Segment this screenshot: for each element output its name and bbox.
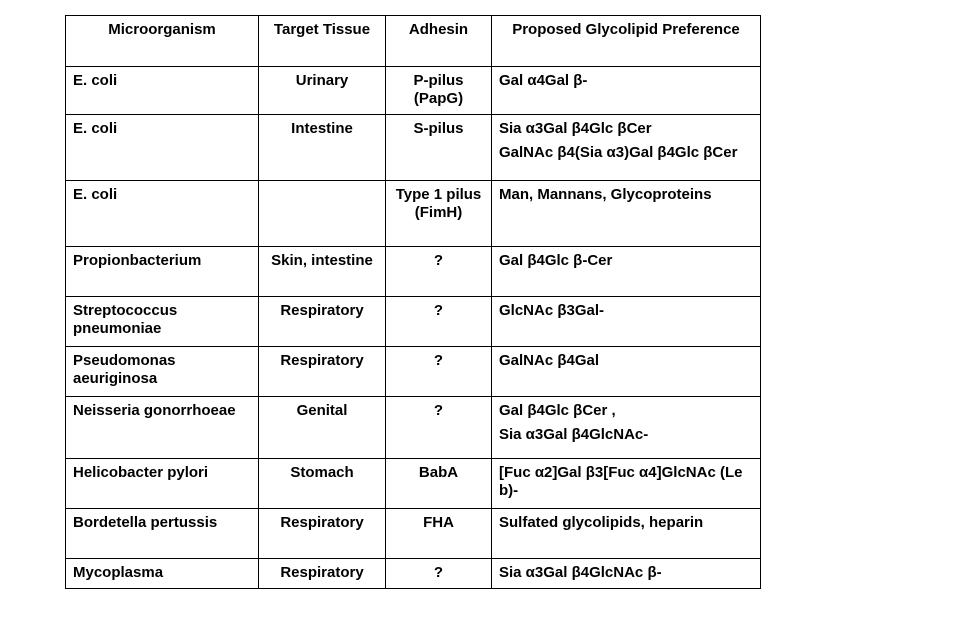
table-row xyxy=(66,67,761,115)
adhesin-cell: FHA xyxy=(386,509,492,559)
microorganism-cell: Streptococcus pneumoniae xyxy=(66,297,259,347)
header-row xyxy=(66,16,761,67)
glycolipid-line: [Fuc α2]Gal β3[Fuc α4]GlcNAc (Le b)- xyxy=(499,464,743,499)
table-row xyxy=(66,509,761,559)
table-row xyxy=(66,397,761,459)
header-adhesin: Adhesin xyxy=(386,16,492,67)
adhesin-table xyxy=(65,15,761,589)
adhesin-cell: ? xyxy=(386,397,492,459)
target-tissue-cell: Genital xyxy=(259,397,386,459)
microorganism-cell: Bordetella pertussis xyxy=(66,509,259,559)
target-tissue-cell: Respiratory xyxy=(259,297,386,347)
glycolipid-line: GalNAc β4(Sia α3)Gal β4Glc βCer xyxy=(499,144,738,161)
header-target-tissue: Target Tissue xyxy=(259,16,386,67)
adhesin-cell: BabA xyxy=(386,459,492,509)
target-tissue-cell: Intestine xyxy=(259,115,386,181)
table-row xyxy=(66,115,761,181)
adhesin-cell: ? xyxy=(386,347,492,397)
microorganism-cell: Propionbacterium xyxy=(66,247,259,297)
header-microorganism: Microorganism xyxy=(66,16,259,67)
glycolipid-line: Gal β4Glc β-Cer xyxy=(499,252,613,269)
glycolipid-cell xyxy=(492,115,761,181)
microorganism-cell: Neisseria gonorrhoeae xyxy=(66,397,259,459)
glycolipid-line: Sia α3Gal β4Glc βCer xyxy=(499,120,652,137)
glycolipid-line: Man, Mannans, Glycoproteins xyxy=(499,186,712,203)
microorganism-cell: Pseudomonas aeuriginosa xyxy=(66,347,259,397)
target-tissue-cell: Respiratory xyxy=(259,509,386,559)
glycolipid-cell xyxy=(492,181,761,247)
microorganism-cell: E. coli xyxy=(66,181,259,247)
adhesin-cell: ? xyxy=(386,247,492,297)
table-row xyxy=(66,247,761,297)
microorganism-cell: Helicobacter pylori xyxy=(66,459,259,509)
target-tissue-cell: Skin, intestine xyxy=(259,247,386,297)
table-row xyxy=(66,181,761,247)
glycolipid-cell xyxy=(492,397,761,459)
table-row xyxy=(66,297,761,347)
adhesin-cell: Type 1 pilus (FimH) xyxy=(386,181,492,247)
glycolipid-cell xyxy=(492,559,761,589)
microorganism-cell: E. coli xyxy=(66,115,259,181)
table-row xyxy=(66,459,761,509)
table-body xyxy=(66,67,761,589)
glycolipid-cell xyxy=(492,459,761,509)
glycolipid-line: Sia α3Gal β4GlcNAc β- xyxy=(499,564,662,581)
glycolipid-line: Gal α4Gal β- xyxy=(499,72,588,89)
adhesin-cell: ? xyxy=(386,559,492,589)
glycolipid-cell xyxy=(492,247,761,297)
microorganism-cell: Mycoplasma xyxy=(66,559,259,589)
glycolipid-line: GlcNAc β3Gal- xyxy=(499,302,605,319)
glycolipid-cell xyxy=(492,509,761,559)
glycolipid-cell xyxy=(492,347,761,397)
glycolipid-line: Sulfated glycolipids, heparin xyxy=(499,514,704,531)
target-tissue-cell: Urinary xyxy=(259,67,386,115)
glycolipid-line: Gal β4Glc βCer , xyxy=(499,402,616,419)
adhesin-cell: ? xyxy=(386,297,492,347)
adhesin-cell: P-pilus (PapG) xyxy=(386,67,492,115)
adhesin-cell: S-pilus xyxy=(386,115,492,181)
target-tissue-cell: Respiratory xyxy=(259,347,386,397)
table-row xyxy=(66,559,761,589)
glycolipid-line: GalNAc β4Gal xyxy=(499,352,600,369)
target-tissue-cell: Stomach xyxy=(259,459,386,509)
table-row xyxy=(66,347,761,397)
glycolipid-cell xyxy=(492,67,761,115)
target-tissue-cell xyxy=(259,181,386,247)
header-glycolipid-preference: Proposed Glycolipid Preference xyxy=(492,16,761,67)
glycolipid-cell xyxy=(492,297,761,347)
microorganism-cell: E. coli xyxy=(66,67,259,115)
target-tissue-cell: Respiratory xyxy=(259,559,386,589)
glycolipid-line: Sia α3Gal β4GlcNAc- xyxy=(499,426,649,443)
